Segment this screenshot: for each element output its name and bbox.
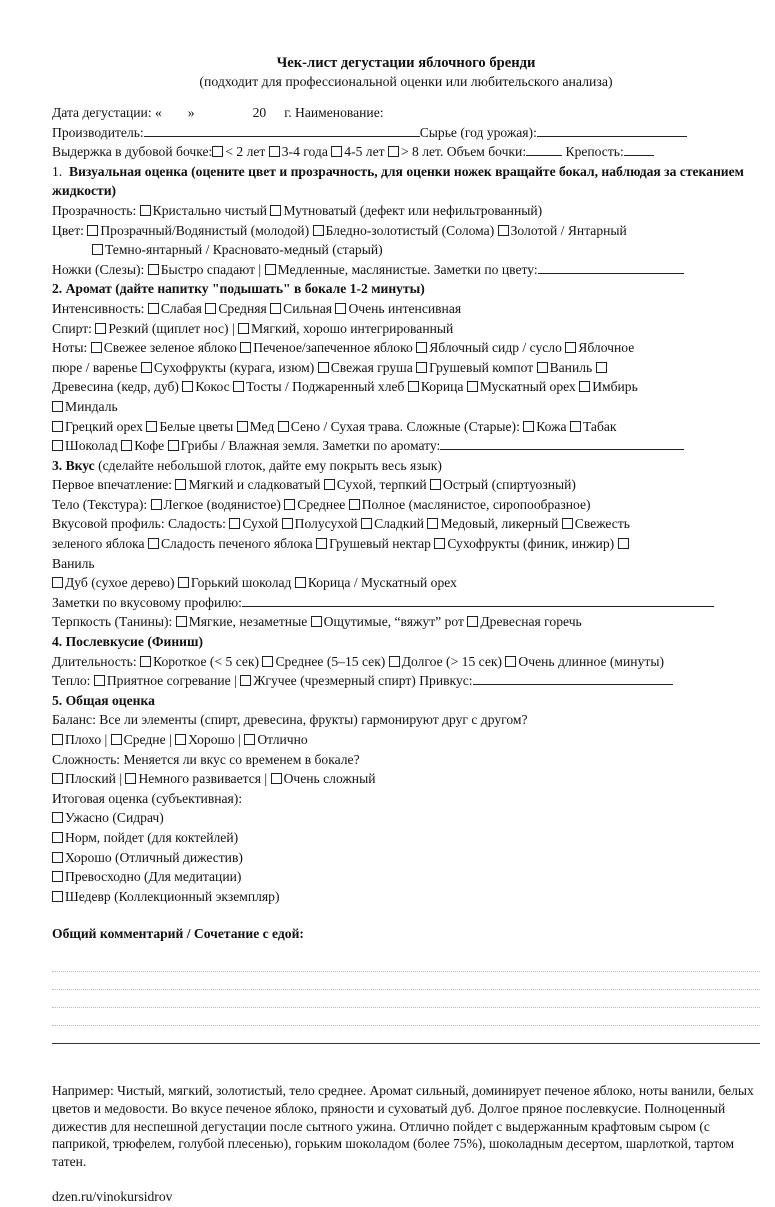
option: Медовый, ликерный <box>440 516 559 532</box>
checkbox[interactable] <box>562 518 573 529</box>
barrel-label: Объем бочки: <box>446 144 527 160</box>
profile-label: Вкусовой профиль: <box>52 516 165 532</box>
section-overall-heading: 5. Общая оценка <box>52 692 155 708</box>
option: Кофе <box>134 438 165 454</box>
option: Ваниль <box>52 555 95 571</box>
checkbox[interactable] <box>52 852 63 863</box>
section-note: (сделайте небольшой глоток, дайте ему покрыть весь язык) <box>98 457 442 473</box>
checkbox[interactable] <box>141 362 152 373</box>
balance-question: Баланс: Все ли элементы (спирт, древесина, фрукты) гармонируют друг с другом? <box>52 712 528 728</box>
option: Мягкие, незаметные <box>188 614 308 630</box>
option: Сено / Сухая трава. <box>290 418 404 434</box>
profile-row-1 <box>52 514 760 534</box>
option: Свежее зеленое яблоко <box>103 340 237 356</box>
option: Корица / Мускатный орех <box>307 575 457 591</box>
checkbox[interactable] <box>467 381 478 392</box>
option: Древесина (кедр, дуб) <box>52 379 179 395</box>
option: Сладкий <box>374 516 425 532</box>
checkbox[interactable] <box>151 499 162 510</box>
clarity-row <box>52 201 760 221</box>
comment-field[interactable] <box>52 954 760 1044</box>
checkbox[interactable] <box>125 773 136 784</box>
checkbox[interactable] <box>229 518 240 529</box>
option: зеленого яблока <box>52 536 145 552</box>
option: Отлично <box>257 732 308 747</box>
notes-row-4 <box>52 397 760 417</box>
checkbox[interactable] <box>579 381 590 392</box>
legs-label: Ножки (Слезы): <box>52 261 145 277</box>
section-taste-heading <box>52 456 760 476</box>
option: Сухофрукты (курага, изюм) <box>153 359 315 375</box>
checkbox[interactable] <box>240 675 251 686</box>
checkbox[interactable] <box>237 421 248 432</box>
option: Очень длинное (минуты) <box>518 653 664 669</box>
aging-option: 4-5 лет <box>344 144 385 160</box>
option: Миндаль <box>65 398 118 414</box>
checkbox[interactable] <box>282 518 293 529</box>
year-prefix: 20 <box>252 105 267 120</box>
checkbox[interactable] <box>430 479 441 490</box>
color-notes-field[interactable] <box>538 261 684 274</box>
option: Средне <box>123 732 166 747</box>
comment-line <box>52 954 760 972</box>
aftertaste-label: Привкус: <box>419 673 473 689</box>
option: Хорошо <box>188 732 235 747</box>
checkbox[interactable] <box>140 205 151 216</box>
checkbox[interactable] <box>238 323 249 334</box>
checkbox[interactable] <box>92 244 103 255</box>
raw-field[interactable] <box>537 124 687 137</box>
checkbox[interactable] <box>52 832 63 843</box>
option: Приятное согревание <box>106 673 231 689</box>
checkbox[interactable] <box>278 421 289 432</box>
option: Превосходно (Для медитации) <box>65 869 242 885</box>
strength-label: Крепость: <box>565 144 624 160</box>
body-row <box>52 495 760 515</box>
option: Шедевр (Коллекционный экземпляр) <box>65 888 280 904</box>
option: Резкий (щиплет нос) <box>108 320 229 336</box>
checkbox[interactable] <box>244 734 255 745</box>
checkbox[interactable] <box>140 656 151 667</box>
complexity-row: Плоский | Немного развивается | Очень сложный <box>52 769 760 789</box>
year-suffix: г. <box>284 105 292 120</box>
checkbox[interactable] <box>388 146 399 157</box>
checkbox[interactable] <box>52 891 63 902</box>
option: Грибы / Влажная земля. <box>180 438 319 454</box>
legs-row: Ножки (Слезы): Быстро спадают | Медленные, маслянистые. Заметки по цвету: <box>52 260 760 280</box>
option: Грушевый компот <box>429 359 534 375</box>
option: Тосты / Поджаренный хлеб <box>246 379 405 395</box>
checkbox[interactable] <box>52 401 63 412</box>
warmth-row: Тепло: Приятное согревание | Жгучее (чрезмерный спирт) Привкус: <box>52 671 760 691</box>
taste-notes-row <box>52 593 760 613</box>
checkbox[interactable] <box>537 362 548 373</box>
checkbox[interactable] <box>271 773 282 784</box>
comment-line <box>52 1008 760 1026</box>
option: Острый (спиртуозный) <box>443 477 576 493</box>
checkbox[interactable] <box>262 656 273 667</box>
source-link[interactable]: dzen.ru/vinokursidrov <box>52 1188 173 1204</box>
balance-row: Плохо | Средне | Хорошо | Отлично <box>52 730 760 750</box>
comment-line <box>52 1026 760 1044</box>
length-row <box>52 652 760 672</box>
option: Полусухой <box>294 516 358 532</box>
checkbox[interactable] <box>270 303 281 314</box>
color-row <box>52 221 760 241</box>
checkbox[interactable] <box>233 381 244 392</box>
option: Свежая груша <box>330 359 413 375</box>
date-close: » <box>187 105 195 120</box>
raw-label: Сырье (год урожая): <box>419 124 537 140</box>
strength-field[interactable] <box>624 143 654 156</box>
checkbox[interactable] <box>270 205 281 216</box>
section-number: 1. <box>52 163 63 179</box>
option: Печеное/запеченное яблоко <box>253 340 413 356</box>
comment-heading: Общий комментарий / Сочетание с едой: <box>52 926 304 942</box>
option: Сильная <box>283 300 333 316</box>
checkbox[interactable] <box>52 440 63 451</box>
color-notes-label: Заметки по цвету: <box>433 261 538 277</box>
option: Среднее <box>297 496 346 512</box>
option: Короткое (< 5 сек) <box>153 653 260 669</box>
checkbox[interactable] <box>389 656 400 667</box>
option: Кристально чистый <box>152 202 268 218</box>
option: Ваниль <box>549 359 593 375</box>
option: Грецкий орех <box>65 418 143 434</box>
option: Средняя <box>218 300 267 316</box>
notes-label: Ноты: <box>52 340 88 356</box>
name-label: Наименование: <box>295 105 384 120</box>
option: Мягкий, хорошо интегрированный <box>251 320 454 336</box>
option: Мягкий и сладковатый <box>188 477 321 493</box>
comment-line <box>52 972 760 990</box>
checkbox[interactable] <box>111 734 122 745</box>
checkbox[interactable] <box>52 773 63 784</box>
section-heading: 3. Вкус <box>52 457 95 473</box>
final-option <box>52 848 760 868</box>
checkbox[interactable] <box>565 342 576 353</box>
checkbox[interactable] <box>91 342 102 353</box>
option: Золотой / Янтарный <box>510 222 627 238</box>
taste-notes-label: Заметки по вкусовому профилю: <box>52 594 242 610</box>
option: Мускатный орех <box>479 379 576 395</box>
checkbox[interactable] <box>87 225 98 236</box>
checkbox[interactable] <box>434 538 445 549</box>
checkbox[interactable] <box>52 577 63 588</box>
sweetness-label: Сладость: <box>168 516 226 532</box>
profile-row-4 <box>52 573 760 593</box>
option: пюре / варенье <box>52 359 138 375</box>
producer-row <box>52 123 760 143</box>
example-text: Например: Чистый, мягкий, золотистый, тело среднее. Аромат сильный, доминирует печеное яблоко, ноты ванили, белых цветов и медовости. Во вкусе печеное яблоко, пряности и суховатый дуб. Долгое пряное послевкусие. Полноценный дижестив для неспешной дегустации после сытного ужина. Отлично пойдет с выдержанным крафтовым сыром (с паприкой, трюфелем, голубой плесенью), горьким шоколадом (более 75%), шоколадным десертом, шарлоткой, тартом татен. <box>52 1082 754 1170</box>
spirit-row: Спирт: Резкий (щиплет нос) | Мягкий, хорошо интегрированный <box>52 320 454 336</box>
option: Темно-янтарный / Красновато-медный (старый) <box>105 242 383 258</box>
section-heading: Визуальная оценка (оцените цвет и прозрачность, для оценки ножек вращайте бокал, наблюдая за стеканием жидкости) <box>52 163 744 199</box>
final-option <box>52 867 760 887</box>
checkbox[interactable] <box>212 146 223 157</box>
option: Норм, пойдет (для коктейлей) <box>65 829 239 845</box>
checkbox[interactable] <box>148 264 159 275</box>
checkbox[interactable] <box>318 362 329 373</box>
section-visual-heading <box>52 162 760 201</box>
option: Сладость печеного яблока <box>160 536 313 552</box>
option: Горький шоколад <box>190 575 292 591</box>
option: Кожа <box>536 418 567 434</box>
aftertaste-field[interactable] <box>473 672 673 685</box>
option: Очень сложный <box>283 771 376 787</box>
option: Очень интенсивная <box>348 300 462 316</box>
checkbox[interactable] <box>331 146 342 157</box>
option: Ощутимые, “вяжут” рот <box>323 614 464 630</box>
spirit-label: Спирт: <box>52 320 92 336</box>
checkbox[interactable] <box>416 362 427 373</box>
aroma-notes-field[interactable] <box>440 437 684 450</box>
option: Сухофрукты (финик, инжир) <box>447 536 615 552</box>
notes-row-6 <box>52 436 760 456</box>
tannin-row <box>52 612 760 632</box>
option: Ужасно (Сидрач) <box>65 810 164 826</box>
first-label: Первое впечатление: <box>52 477 173 493</box>
notes-row-2 <box>52 358 760 378</box>
option: Яблочный сидр / сусло <box>429 340 562 356</box>
length-label: Длительность: <box>52 653 137 669</box>
intensity-row <box>52 299 760 319</box>
option: Плохо <box>65 732 102 747</box>
option: Прозрачный/Водянистый (молодой) <box>100 222 310 238</box>
option: Шоколад <box>65 438 118 454</box>
checkbox[interactable] <box>313 225 324 236</box>
option: Дуб (сухое дерево) <box>65 575 175 591</box>
page-title: Чек-лист дегустации яблочного бренди <box>276 55 536 71</box>
section-finish-heading: 4. Послевкусие (Финиш) <box>52 634 204 650</box>
checkbox[interactable] <box>265 264 276 275</box>
option: Древесная горечь <box>480 614 582 630</box>
checkbox[interactable] <box>523 421 534 432</box>
checkbox[interactable] <box>52 812 63 823</box>
final-option <box>52 828 760 848</box>
clarity-label: Прозрачность: <box>52 202 137 218</box>
first-impression-row <box>52 475 760 495</box>
warmth-label: Тепло: <box>52 673 91 689</box>
checkbox[interactable] <box>311 616 322 627</box>
option: Табак <box>582 418 617 434</box>
checkbox[interactable] <box>316 538 327 549</box>
option: Белые цветы <box>159 418 234 434</box>
option: Плоский <box>65 771 116 787</box>
comment-line <box>52 990 760 1008</box>
checkbox[interactable] <box>427 518 438 529</box>
producer-label: Производитель: <box>52 124 144 140</box>
checkbox[interactable] <box>52 734 63 745</box>
checkbox[interactable] <box>349 499 360 510</box>
option: Бледно-золотистый (Солома) <box>325 222 495 238</box>
notes-row-1 <box>52 338 760 358</box>
checkbox[interactable] <box>295 577 306 588</box>
option: Грушевый нектар <box>329 536 431 552</box>
profile-row-3 <box>52 554 760 574</box>
checkbox[interactable] <box>618 538 629 549</box>
checkbox[interactable] <box>178 577 189 588</box>
checkbox[interactable] <box>505 656 516 667</box>
option: Немного развивается <box>138 771 262 787</box>
option: Слабая <box>160 300 202 316</box>
checkbox[interactable] <box>176 616 187 627</box>
option: Сухой <box>242 516 279 532</box>
option: Медленные, маслянистые. <box>277 261 431 277</box>
checkbox[interactable] <box>52 421 63 432</box>
option: Быстро спадают <box>160 261 256 277</box>
checkbox[interactable] <box>361 518 372 529</box>
option: Имбирь <box>592 379 638 395</box>
checkbox[interactable] <box>240 342 251 353</box>
producer-field[interactable] <box>144 124 420 137</box>
profile-row-2 <box>52 534 760 554</box>
color-row-2 <box>52 240 760 260</box>
checkbox[interactable] <box>94 675 105 686</box>
option: Хорошо (Отличный дижестив) <box>65 849 243 865</box>
complex-label: Сложные (Старые): <box>406 418 520 434</box>
aging-row <box>52 142 760 162</box>
checkbox[interactable] <box>175 479 186 490</box>
tannin-label: Терпкость (Танины): <box>52 614 173 630</box>
intensity-label: Интенсивность: <box>52 300 145 316</box>
aging-option: > 8 лет. <box>400 144 444 160</box>
option: Мед <box>249 418 275 434</box>
checkbox[interactable] <box>175 734 186 745</box>
taste-notes-field[interactable] <box>242 594 714 607</box>
option: Корица <box>420 379 464 395</box>
notes-row-3 <box>52 377 760 397</box>
page-subtitle: (подходит для профессиональной оценки или любительского анализа) <box>199 74 613 89</box>
final-option <box>52 808 760 828</box>
checkbox[interactable] <box>52 871 63 882</box>
aroma-notes-label: Заметки по аромату: <box>322 438 441 454</box>
checkbox[interactable] <box>148 303 159 314</box>
date-row <box>52 103 760 123</box>
option: Среднее (5–15 сек) <box>275 653 386 669</box>
option: Яблочное <box>578 340 635 356</box>
aging-label: Выдержка в дубовой бочке: <box>52 144 213 160</box>
checkbox[interactable] <box>205 303 216 314</box>
checkbox[interactable] <box>269 146 280 157</box>
option: Сухой, терпкий <box>336 477 427 493</box>
checkbox[interactable] <box>284 499 295 510</box>
checkbox[interactable] <box>416 342 427 353</box>
final-label: Итоговая оценка (субъективная): <box>52 790 243 806</box>
aging-option: 3-4 года <box>281 144 328 160</box>
option: Кокос <box>195 379 230 395</box>
checkbox[interactable] <box>570 421 581 432</box>
checkbox[interactable] <box>408 381 419 392</box>
option: Жгучее (чрезмерный спирт) <box>253 673 416 689</box>
complexity-question: Сложность: Меняется ли вкус со временем в бокале? <box>52 751 360 767</box>
checkbox[interactable] <box>121 440 132 451</box>
checkbox[interactable] <box>498 225 509 236</box>
checkbox[interactable] <box>324 479 335 490</box>
tasting-checklist <box>52 54 760 1207</box>
checkbox[interactable] <box>467 616 478 627</box>
option: Полное (маслянистое, сиропообразное) <box>361 496 591 512</box>
aging-option: < 2 лет <box>225 144 266 160</box>
option: Долгое (> 15 сек) <box>401 653 503 669</box>
notes-row-5 <box>52 417 760 437</box>
checkbox[interactable] <box>95 323 106 334</box>
option: Мутноватый (дефект или нефильтрованный) <box>283 202 543 218</box>
checkbox[interactable] <box>335 303 346 314</box>
checkbox[interactable] <box>146 421 157 432</box>
checkbox[interactable] <box>182 381 193 392</box>
checkbox[interactable] <box>596 362 607 373</box>
final-option <box>52 887 760 907</box>
section-aroma-heading: 2. Аромат (дайте напитку "подышать" в бокале 1-2 минуты) <box>52 281 425 297</box>
option: Легкое (водянистое) <box>163 496 281 512</box>
checkbox[interactable] <box>148 538 159 549</box>
date-label: Дата дегустации: « <box>52 105 162 120</box>
option: Свежесть <box>574 516 630 532</box>
body-label: Тело (Текстура): <box>52 496 148 512</box>
color-label: Цвет: <box>52 222 84 238</box>
barrel-field[interactable] <box>526 143 562 156</box>
checkbox[interactable] <box>168 440 179 451</box>
